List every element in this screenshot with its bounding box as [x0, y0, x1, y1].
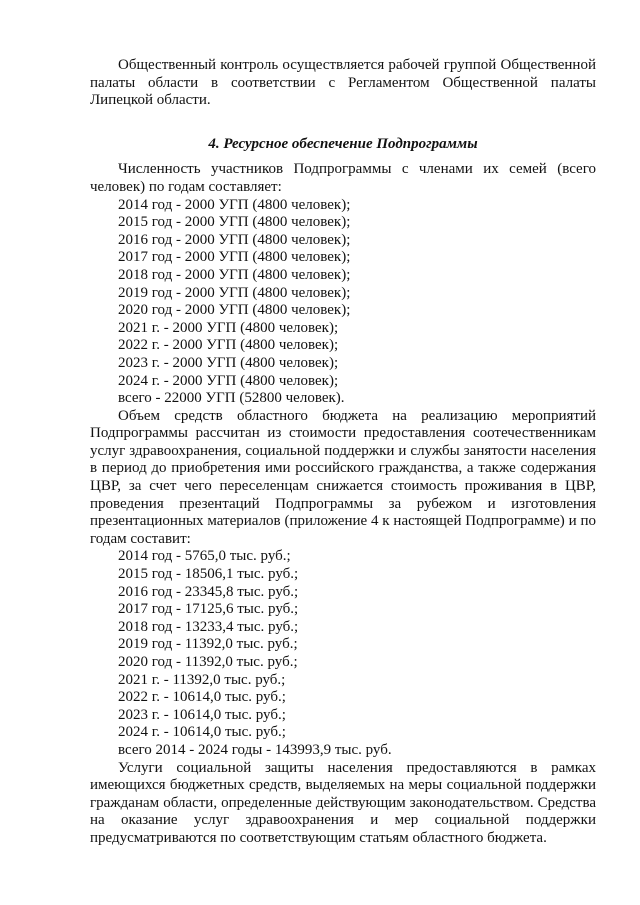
list-item: 2024 г. - 2000 УГП (4800 человек);	[118, 372, 339, 389]
list-item: 2016 год - 2000 УГП (4800 человек);	[118, 231, 351, 248]
list-item: 2023 г. - 10614,0 тыс. руб.;	[118, 706, 286, 723]
list-item: 2015 год - 18506,1 тыс. руб.;	[118, 566, 299, 583]
budget-list	[90, 548, 596, 759]
list-item: 2021 г. - 2000 УГП (4800 человек);	[118, 319, 339, 336]
list-item: 2016 год - 23345,8 тыс. руб.;	[118, 583, 299, 600]
list-item: 2019 год - 11392,0 тыс. руб.;	[118, 636, 298, 653]
budget-paragraph: Объем средств областного бюджета на реализацию мероприятий Подпрограммы рассчитан из стоимости предоставления соотечественникам услуг здравоохранения, социальной поддержки и службы занятости населения в период до приобретения ими российского гражданства, а также содержания ЦВР, за счет чего переселенцам снижается стоимость проживания в ЦВР, проведения презентаций Подпрограммы за рубежом и изготовления презентационных материалов (приложение 4 к настоящей Подпрограмме) и по годам составит:	[90, 407, 596, 547]
list-item: всего - 22000 УГП (52800 человек).	[118, 390, 345, 407]
list-item: 2024 г. - 10614,0 тыс. руб.;	[118, 724, 286, 741]
participants-paragraph: Численность участников Подпрограммы с членами их семей (всего человек) по годам составляет:	[90, 161, 596, 195]
list-item: всего 2014 - 2024 годы - 143993,9 тыс. руб.	[118, 741, 392, 758]
list-item: 2018 год - 13233,4 тыс. руб.;	[118, 618, 299, 635]
intro-paragraph: Общественный контроль осуществляется рабочей группой Общественной палаты области в соответствии с Регламентом Общественной палаты Липецкой области.	[90, 57, 596, 109]
list-item: 2023 г. - 2000 УГП (4800 человек);	[118, 354, 339, 371]
social-protection-paragraph: Услуги социальной защиты населения предоставляются в рамках имеющихся бюджетных средств, выделяемых на меры социальной поддержки гражданам области, определенные действующим законодательством. Средства на оказание услуг здравоохранения и мер социальной поддержки предусматриваются по соответствующим статьям областного бюджета.	[90, 759, 596, 846]
list-item: 2020 год - 11392,0 тыс. руб.;	[118, 654, 298, 670]
list-item: 2015 год - 2000 УГП (4800 человек);	[118, 214, 351, 231]
list-item: 2018 год - 2000 УГП (4800 человек);	[118, 266, 351, 283]
list-item: 2014 год - 5765,0 тыс. руб.;	[118, 548, 291, 565]
list-item: 2017 год - 2000 УГП (4800 человек);	[118, 249, 351, 266]
list-item: 2021 г. - 11392,0 тыс. руб.;	[118, 671, 286, 688]
list-item: 2022 г. - 10614,0 тыс. руб.;	[118, 689, 286, 706]
list-item: 2020 год - 2000 УГП (4800 человек);	[118, 302, 351, 319]
section-heading: 4. Ресурсное обеспечение Подпрограммы	[208, 135, 478, 152]
participants-list	[90, 197, 596, 408]
document-page	[90, 57, 596, 848]
list-item: 2014 год - 2000 УГП (4800 человек);	[118, 196, 351, 213]
list-item: 2022 г. - 2000 УГП (4800 человек);	[118, 337, 339, 354]
list-item: 2019 год - 2000 УГП (4800 человек);	[118, 284, 351, 301]
list-item: 2017 год - 17125,6 тыс. руб.;	[118, 601, 299, 618]
